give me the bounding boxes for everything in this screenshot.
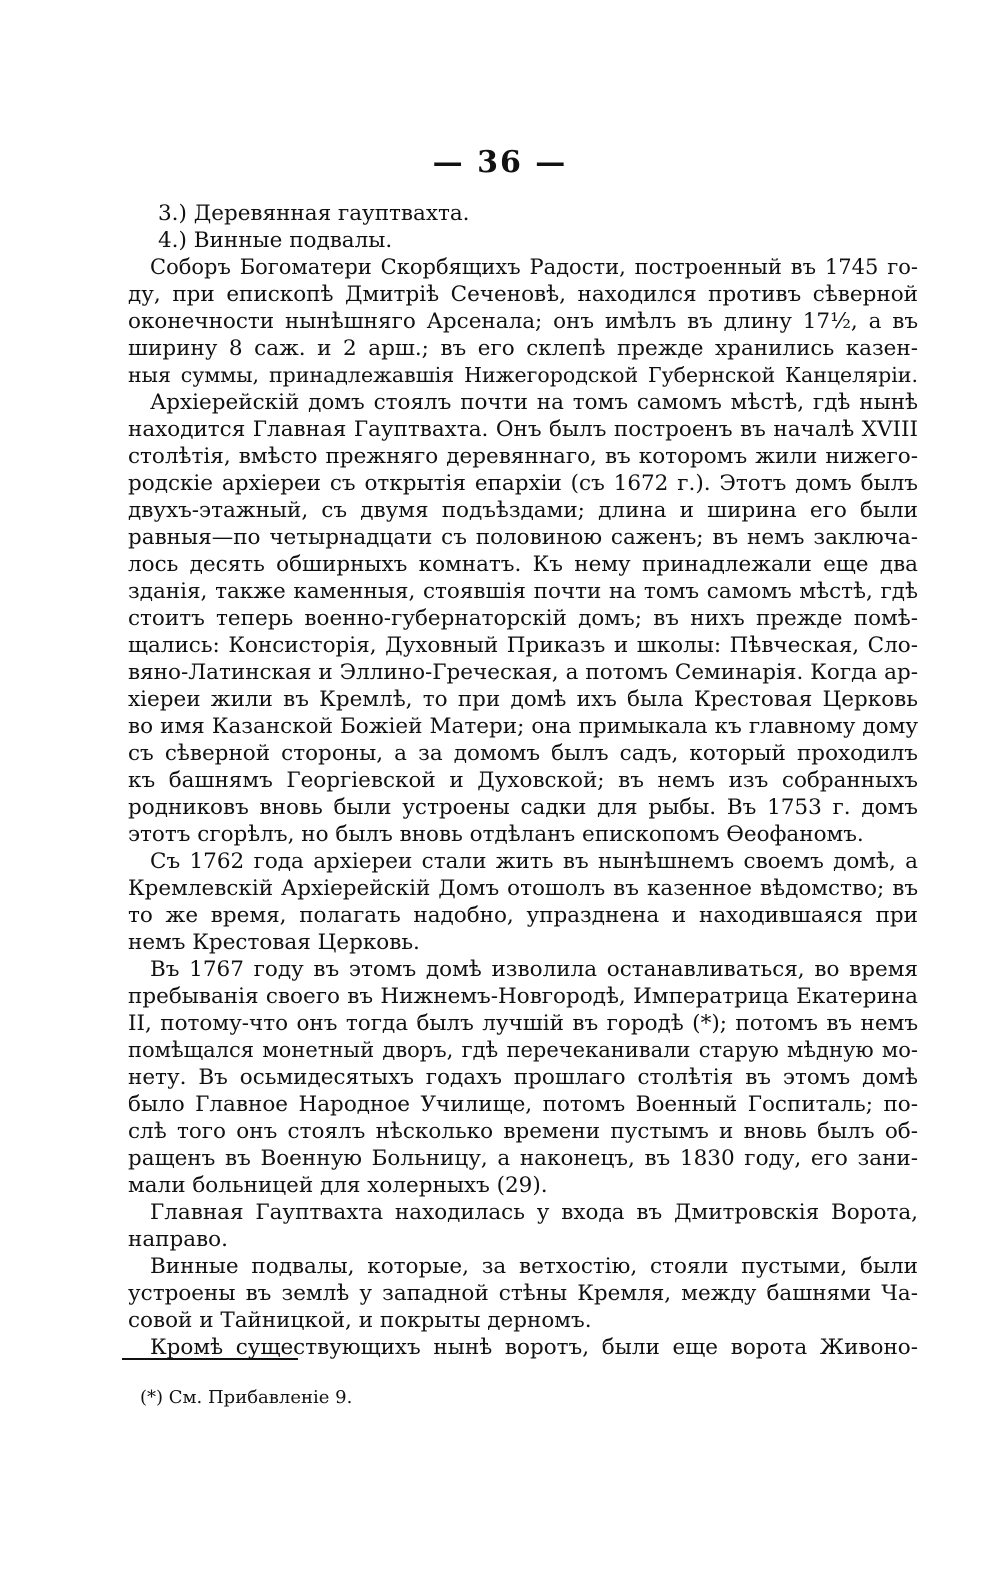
text-line: столѣтія, вмѣсто прежняго деревяннаго, въ которомъ жили нижего- [128,444,918,469]
text-line: II, потому-что онъ тогда былъ лучшій въ городѣ (*); потомъ въ немъ [128,1011,918,1036]
text-line: вяно-Латинская и Эллино-Греческая, а потомъ Семинарія. Когда ар- [128,660,918,685]
text-line: мали больницей для холерныхъ (29). [128,1173,548,1198]
text-line: устроены въ землѣ у западной стѣны Кремля, между башнями Ча- [128,1281,918,1306]
text-line: щались: Консисторія, Духовный Приказъ и школы: Пѣвческая, Сло- [128,633,918,658]
text-line: съ сѣверной стороны, а за домомъ былъ садъ, который проходилъ [128,741,918,766]
text-line: 3.) Деревянная гауптвахта. [158,201,470,226]
text-line: Въ 1767 году въ этомъ домѣ изволила останавливаться, во время [150,957,918,982]
text-line: ширину 8 саж. и 2 арш.; въ его склепѣ прежде хранились казен- [128,336,918,361]
text-line: этотъ сгорѣлъ, но былъ вновь отдѣланъ епископомъ Ѳеофаномъ. [128,822,864,847]
text-line: помѣщался монетный дворъ, гдѣ перечеканивали старую мѣдную мо- [128,1038,918,1062]
text-line: ращенъ въ Военную Больницу, а наконецъ, въ 1830 году, его зани- [128,1146,918,1171]
text-line: стоитъ теперь военно-губернаторскій домъ; въ нихъ прежде помѣ- [128,606,918,631]
text-line: ныя суммы, принадлежавшія Нижегородской Губернской Канцеляріи. [128,363,918,387]
text-line: Съ 1762 года архіереи стали жить въ нынѣшнемъ своемъ домѣ, а [150,849,918,874]
text-line: оконечности нынѣшняго Арсенала; онъ имѣлъ въ длину 17½, а въ [128,309,918,334]
text-line: равныя—по четырнадцати съ половиною саженъ; въ немъ заключа- [128,525,918,550]
text-line: Кромѣ существующихъ нынѣ воротъ, были еще ворота Живоно- [150,1335,918,1360]
footnote: (*) См. Прибавленіе 9. [140,1387,353,1408]
text-line: ду, при епископѣ Дмитріѣ Сеченовѣ, находился противъ сѣверной [128,282,918,307]
text-line: хіереи жили въ Кремлѣ, то при домѣ ихъ была Крестовая Церковь [128,687,918,712]
text-line: лось десять обширныхъ комнатъ. Къ нему принадлежали еще два [128,552,918,577]
text-line: двухъ-этажный, съ двумя подъѣздами; длина и ширина его были [128,498,918,523]
text-line: слѣ того онъ стоялъ нѣсколько времени пустымъ и вновь былъ об- [128,1119,918,1144]
text-line: Архіерейскій домъ стоялъ почти на томъ самомъ мѣстѣ, гдѣ нынѣ [150,390,918,415]
text-line: родскіе архіереи съ открытія епархіи (съ 1672 г.). Этотъ домъ былъ [128,471,918,496]
text-line: немъ Крестовая Церковь. [128,930,420,955]
page-number: — 36 — [432,145,568,180]
text-line: во имя Казанской Божіей Матери; она примыкала къ главному дому [128,714,918,739]
text-line: нету. Въ осьмидесятыхъ годахъ прошлаго столѣтія въ этомъ домѣ [128,1065,918,1090]
text-line: было Главное Народное Училище, потомъ Военный Госпиталь; по- [128,1092,918,1117]
text-line: направо. [128,1227,228,1252]
text-line: Соборъ Богоматери Скорбящихъ Радости, построенный въ 1745 го- [150,255,918,279]
text-line: пребыванія своего въ Нижнемъ-Новгородѣ, Императрица Екатерина [128,984,918,1009]
footnote-divider [122,1358,298,1360]
text-line: находится Главная Гауптвахта. Онъ былъ построенъ въ началѣ XVIII [128,417,918,442]
text-line: къ башнямъ Георгіевской и Духовской; въ немъ изъ собранныхъ [128,768,918,793]
text-line: то же время, полагать надобно, упразднена и находившаяся при [128,903,918,928]
text-line: зданія, также каменныя, стоявшія почти на томъ самомъ мѣстѣ, гдѣ [128,579,918,604]
text-line: родниковъ вновь были устроены садки для рыбы. Въ 1753 г. домъ [128,795,918,820]
text-line: 4.) Винные подвалы. [158,228,393,253]
text-line: Кремлевскій Архіерейскій Домъ отошолъ въ казенное вѣдомство; въ [128,876,918,901]
text-line: совой и Тайницкой, и покрыты дерномъ. [128,1308,592,1333]
text-line: Главная Гауптвахта находилась у входа въ Дмитровскія Ворота, [150,1200,918,1225]
body-text [128,200,918,1361]
text-line: Винные подвалы, которые, за ветхостію, стояли пустыми, были [150,1254,918,1279]
